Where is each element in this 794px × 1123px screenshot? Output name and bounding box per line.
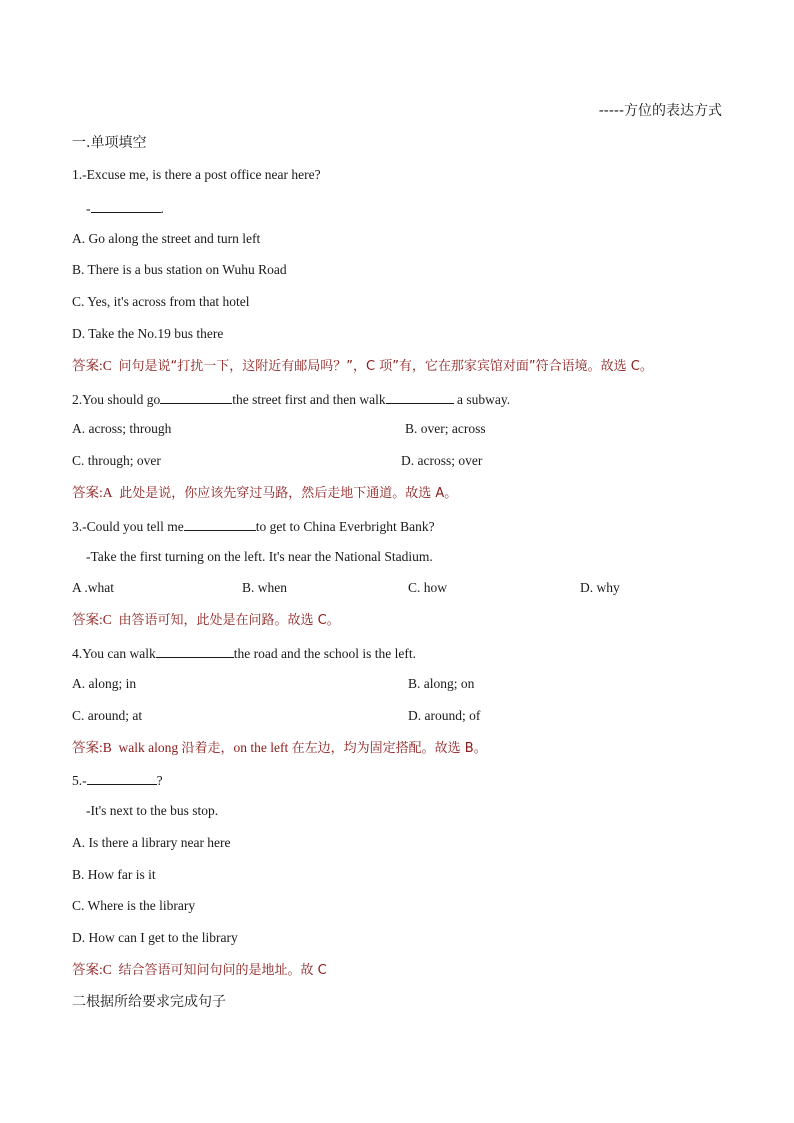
q5-stem (72, 771, 163, 789)
q2-answer-label: 答案:A (72, 485, 113, 500)
q3-answer-text: 由答语可知，此处是在问路。故选 C。 (118, 613, 340, 628)
q1-option-a: A. Go along the street and turn left (72, 231, 261, 246)
q2-part3: a subway. (456, 392, 511, 407)
q4-option-c: C. around; at (72, 708, 143, 723)
q5-suffix: ? (156, 773, 163, 788)
q1-option-b: B. There is a bus station on Wuhu Road (72, 262, 287, 277)
q2-blank-2 (386, 390, 454, 404)
q1-response (86, 199, 164, 217)
q5-answer-text: 结合答语可知问句问的是地址。故 C (118, 963, 327, 978)
section-one-heading: 一.单项填空 (72, 135, 147, 151)
q1-answer (72, 358, 653, 375)
q5-option-a: A. Is there a library near here (72, 835, 231, 850)
q5-option-b: B. How far is it (72, 867, 156, 882)
page-header-title: -----方位的表达方式 (598, 103, 722, 119)
q3-blank (184, 517, 256, 531)
q4-option-b: B. along; on (408, 676, 475, 691)
q1-response-prefix: - (86, 201, 91, 216)
q1-blank (91, 199, 161, 213)
q5-answer (72, 962, 327, 979)
q2-part2: the street first and then walk (232, 392, 386, 407)
q2-option-d: D. across; over (401, 453, 483, 468)
q2-part1: 2.You should go (72, 392, 161, 407)
q2-stem (72, 390, 510, 408)
q5-option-c: C. Where is the library (72, 898, 196, 913)
q3-answer (72, 612, 340, 629)
q3-part2: to get to China Everbright Bank? (255, 519, 435, 534)
q3-stem (72, 517, 435, 535)
q4-answer-part-2: 沿着走， (181, 741, 234, 756)
q1-response-suffix: . (160, 201, 164, 216)
q5-answer-label: 答案:C (72, 962, 112, 977)
q2-blank-1 (160, 390, 232, 404)
q3-option-d: D. why (580, 580, 620, 595)
q3-answer-label: 答案:C (72, 612, 112, 627)
q5-response: -It's next to the bus stop. (86, 803, 219, 818)
q1-stem: 1.-Excuse me, is there a post office near here? (72, 167, 321, 182)
q3-response: -Take the first turning on the left. It's near the National Stadium. (86, 549, 433, 564)
q5-blank (87, 771, 157, 785)
q4-answer-part-1: walk along (118, 740, 179, 755)
q1-answer-text: 问句是说“打扰一下，这附近有邮局吗？”，C 项”有，它在那家宾馆对面”符合语境。故选 C。 (118, 359, 653, 374)
q1-answer-label: 答案:C (72, 358, 112, 373)
q4-answer-label: 答案:B (72, 740, 112, 755)
q3-part1: 3.-Could you tell me (72, 519, 184, 534)
q2-option-a: A. across; through (72, 421, 172, 436)
q4-part1: 4.You can walk (72, 646, 156, 661)
q2-answer (72, 485, 457, 502)
q1-option-d: D. Take the No.19 bus there (72, 326, 224, 341)
q5-prefix: 5.- (72, 773, 87, 788)
q3-option-b: B. when (242, 580, 287, 595)
q5-option-d: D. How can I get to the library (72, 930, 238, 945)
q4-answer-part-4: 在左边，均为固定搭配。故选 B。 (291, 741, 487, 756)
q2-answer-text: 此处是说，你应该先穿过马路，然后走地下通道。故选 A。 (119, 486, 458, 501)
q1-option-c: C. Yes, it's across from that hotel (72, 294, 250, 309)
q4-answer (72, 740, 487, 757)
q3-option-a: A .what (72, 580, 114, 595)
q4-stem (72, 644, 416, 662)
q3-option-c: C. how (408, 580, 448, 595)
q4-blank (156, 644, 234, 658)
section-two-heading: 二根据所给要求完成句子 (72, 994, 226, 1010)
q2-option-b: B. over; across (405, 421, 486, 436)
q4-part2: the road and the school is the left. (233, 646, 416, 661)
q2-option-c: C. through; over (72, 453, 161, 468)
q4-option-a: A. along; in (72, 676, 137, 691)
q4-option-d: D. around; of (408, 708, 481, 723)
q4-answer-part-3: on the left (233, 740, 289, 755)
